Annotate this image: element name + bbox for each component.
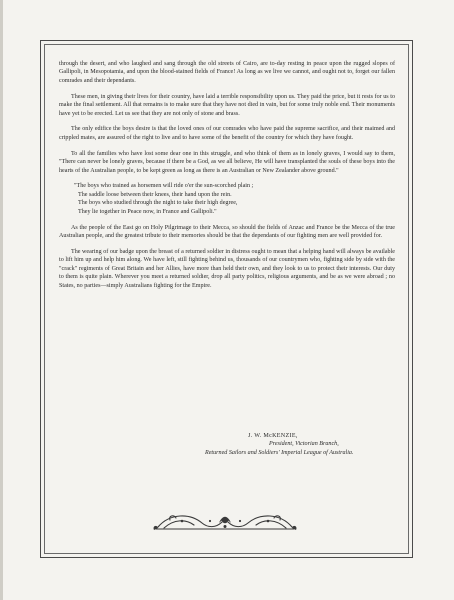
decorative-scroll-ornament-icon (150, 511, 300, 533)
verse-line: They lie together in Peace now, in France and Gallipoli." (78, 208, 217, 215)
signatory-name: J. W. McKENZIE, (248, 433, 298, 439)
paragraph: through the desert, and who laughed and sang through the old streets of Cairo, are to-day resting in peace upon the rugged slopes of Gallipoli, in Mesopotamia, and upon the blood-stained fields of France! As long as we live we cannot, and ought not to, forget our fallen comrades and their dependants. (59, 61, 395, 84)
verse-block (74, 182, 395, 216)
signatory-organization: Returned Sailors and Soldiers' Imperial League of Australia. (205, 449, 354, 456)
paragraph: These men, in giving their lives for their country, have laid a terrible responsibility upon us. They paid the price, but it rests for us to make the final settlement. All that remains is to make sure that they have not died in vain, but for some truly noble end. Their monuments have yet to be erected. Let us see that they are not only of stone and brass. (59, 93, 395, 117)
signatory-title: President, Victorian Branch, (269, 441, 339, 448)
paragraph: As the people of the East go on Holy Pilgrimage to their Mecca, so should the fields of Anzac and France be the Mecca of the true Australian people, and the greatest tribute to their memories should be that the dependants of our fighting men are well provided for. (59, 224, 395, 239)
verse-line: The saddle loose between their knees, their hand upon the rein. (78, 191, 232, 198)
signature-block (59, 432, 395, 457)
letter-body (59, 60, 395, 297)
paragraph: The wearing of our badge upon the breast of a returned soldier in distress ought to mean that a helping hand will always be available to lift him up and help him along. We have left, still fighting behind us, thousands of our countrymen who, fighting side by side with the "crack" regiments of Great Britain and her Allies, have more than held their own, and they look to us to protect their interests. Our duty to them is quite plain. Wherever you meet a returned soldier, drop all party politics, religious arguments, and be as we were abroad ; no States, no parties—simply Australians fighting for the Empire. (59, 248, 395, 289)
paragraph: To all the families who have lost some dear one in this struggle, and who think of them as in lonely graves, I would say to them, "There can never be lonely graves, because if there be a God, as we all believe, He will have transplanted the souls of these boys into the hearts of the Australian people, to be kept green as long as there is an Australian or New Zealander above ground." (59, 150, 395, 174)
verse-line: The boys who studied through the night to take their high degree, (78, 200, 238, 207)
page-edge (0, 0, 3, 600)
verse-line: "The boys who trained as horsemen will ride o'er the sun-scorched plain ; (74, 183, 254, 190)
paragraph: The only edifice the boys desire is that the loved ones of our comrades who have paid the supreme sacrifice, and their maimed and crippled mates, are assured of the right to live and to have some of the benefit of the country for which they have fought. (59, 126, 395, 141)
